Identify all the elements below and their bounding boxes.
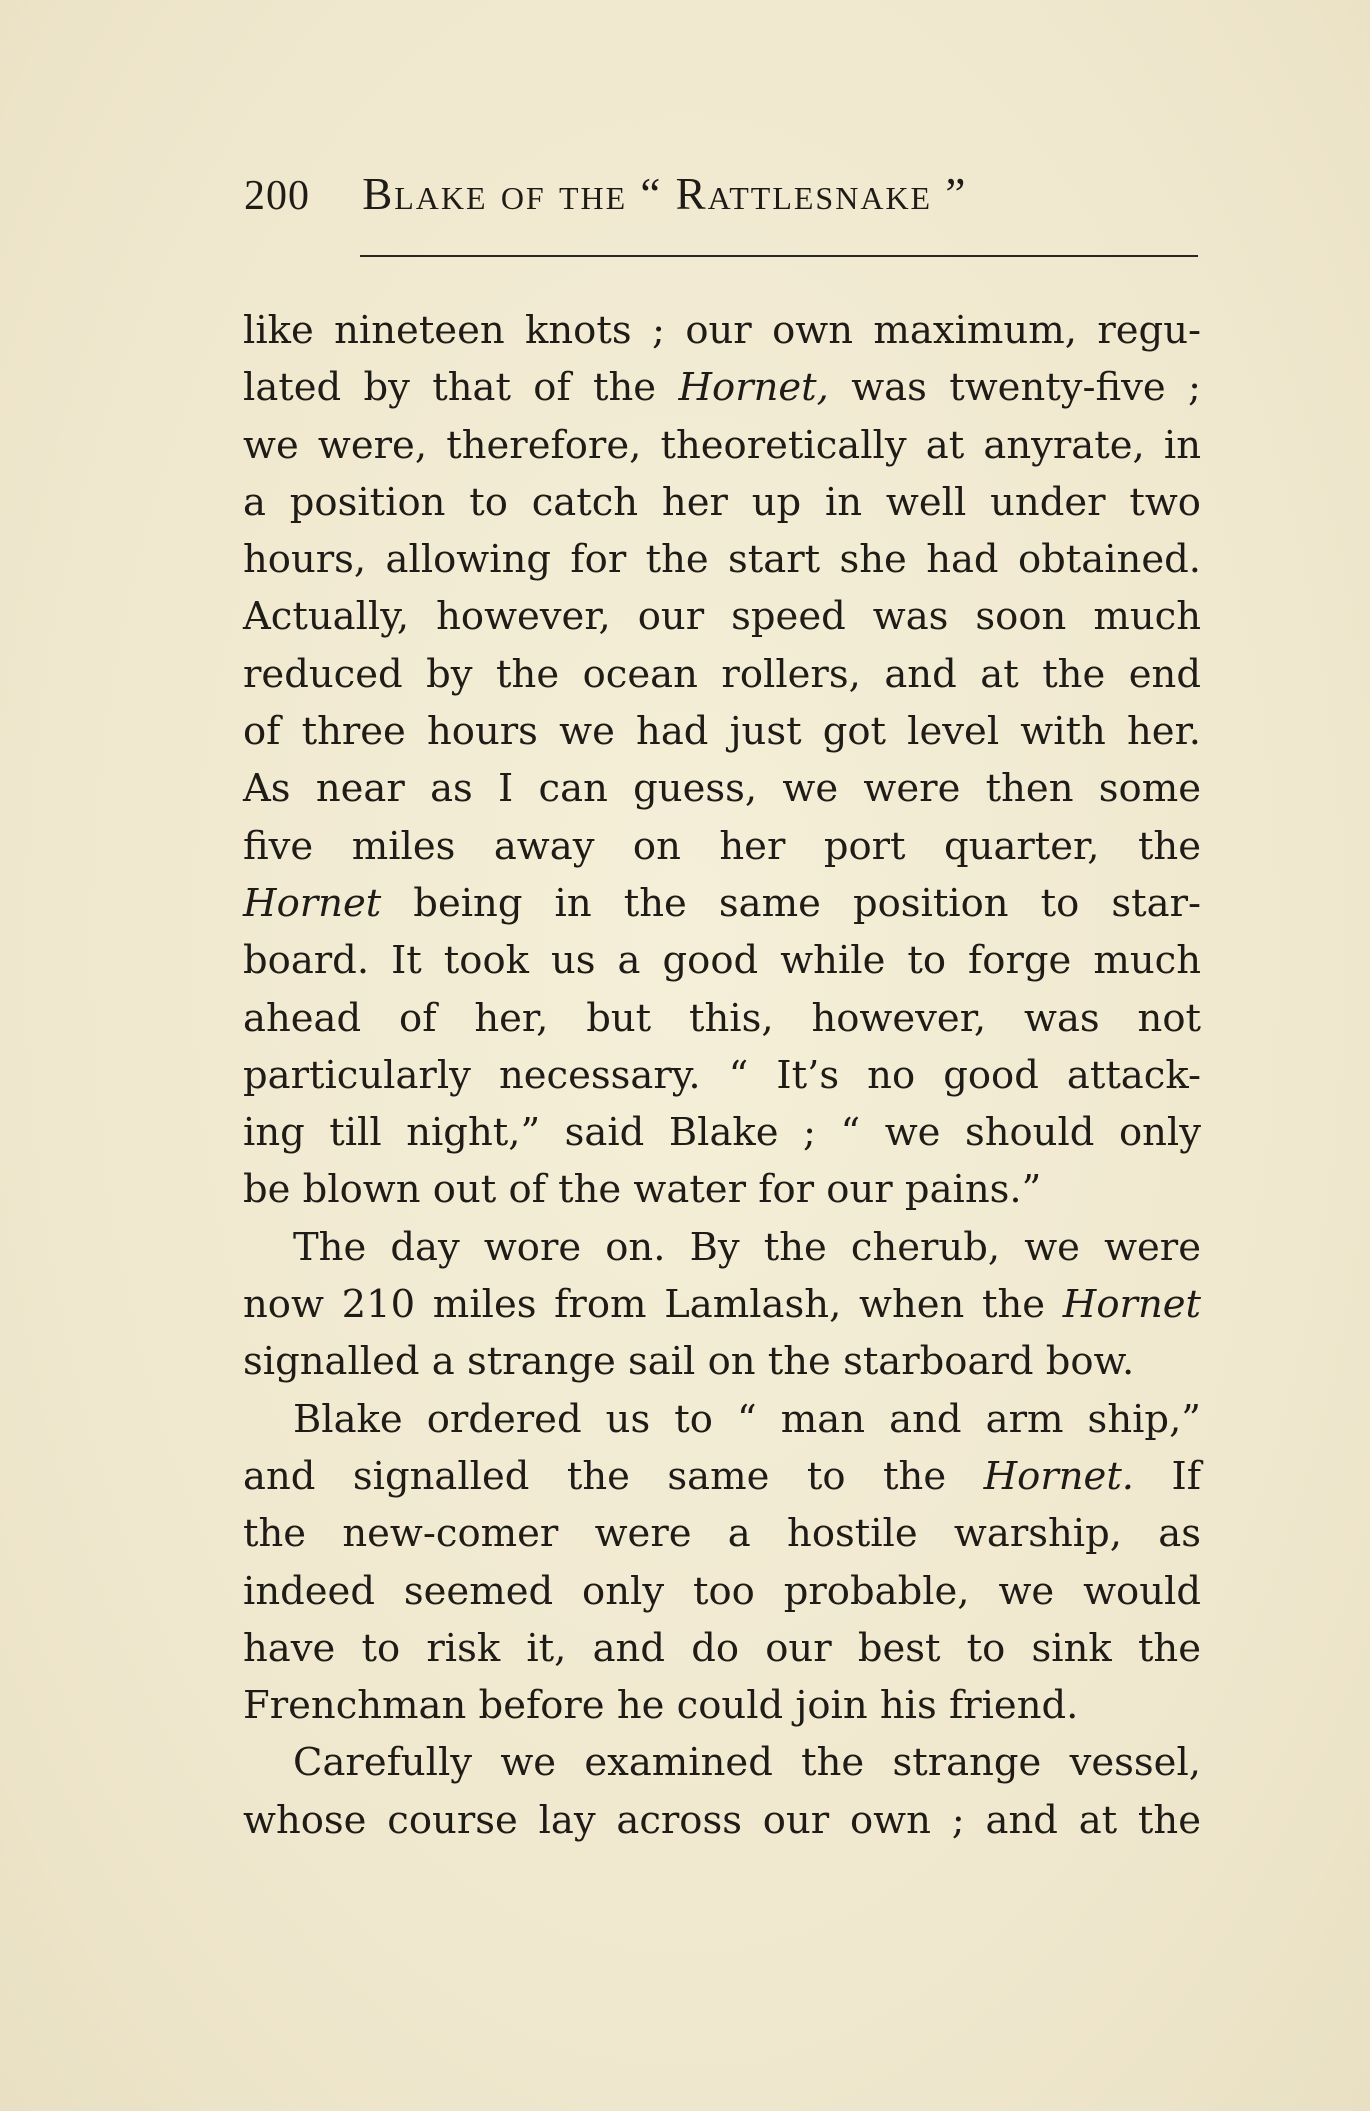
text-line [243,1219,1201,1276]
text-line [243,875,1201,932]
text-line [243,1734,1201,1791]
italic-ship-name: Hornet [243,880,382,926]
text-segment: Actually, however, our speed was soon much [243,594,1201,640]
text-line [243,1161,1201,1218]
text-line [243,302,1201,359]
text-segment: be blown out of the water for our pains.” [243,1167,1042,1213]
text-segment: being in the same position to star- [381,880,1201,926]
text-segment: If [1134,1453,1201,1499]
text-segment: and signalled the same to the [243,1453,984,1499]
text-segment: whose course lay across our own ; and at the [243,1797,1201,1843]
text-segment: now 210 miles from Lamlash, when the [243,1282,1063,1328]
text-segment: five miles away on her port quarter, the [243,823,1201,869]
text-segment: like nineteen knots ; our own maximum, regu- [243,308,1201,353]
text-line [243,531,1201,588]
text-line [243,417,1201,474]
text-line [243,1391,1201,1448]
text-segment: Carefully we examined the strange vessel, [293,1740,1201,1786]
text-segment: ahead of her, but this, however, was not [243,995,1201,1041]
text-line [243,818,1201,875]
text-segment: hours, allowing for the start she had obtained. [243,537,1201,583]
text-line [243,1563,1201,1620]
text-line [243,1448,1201,1505]
running-header [244,168,1204,228]
text-segment: reduced by the ocean rollers, and at the end [243,651,1201,697]
text-segment: have to risk it, and do our best to sink the [243,1625,1201,1671]
text-line [243,1505,1201,1562]
text-segment: the new-comer were a hostile warship, as [243,1511,1201,1557]
text-line [243,1620,1201,1677]
text-line [243,990,1201,1047]
text-line [243,1276,1201,1333]
header-rule [360,255,1198,257]
text-line [243,474,1201,531]
text-segment: The day wore on. By the cherub, we were [293,1224,1201,1270]
page-number: 200 [244,173,310,219]
text-segment: signalled a strange sail on the starboard bow. [243,1339,1135,1385]
text-line [243,1104,1201,1161]
text-segment: ing till night,” said Blake ; “ we should only [243,1110,1201,1156]
text-line [243,359,1201,416]
running-title: Blake of the “ Rattlesnake ” [362,169,968,219]
text-segment: lated by that of the [243,365,679,411]
text-segment: of three hours we had just got level with her. [243,709,1201,755]
text-line [243,932,1201,989]
text-segment: indeed seemed only too probable, we would [243,1568,1201,1614]
text-line [243,1792,1201,1849]
body-text [243,302,1201,1849]
text-line [243,760,1201,817]
text-line [243,1677,1201,1734]
text-segment: As near as I can guess, we were then some [243,766,1201,812]
text-segment: a position to catch her up in well under two [243,479,1201,525]
text-segment: was twenty-five ; [828,365,1201,411]
text-line [243,1047,1201,1104]
italic-ship-name: Hornet [1062,1282,1201,1328]
text-line [243,1333,1201,1390]
text-segment: Blake ordered us to “ man and arm ship,” [293,1396,1201,1442]
italic-ship-name: Hornet. [983,1453,1135,1499]
text-segment: Frenchman before he could join his friend. [243,1683,1079,1729]
text-segment: board. It took us a good while to forge much [243,938,1201,984]
text-line [243,646,1201,703]
text-line [243,703,1201,760]
text-segment: particularly necessary. “ It’s no good attack- [243,1052,1201,1098]
text-segment: we were, therefore, theoretically at anyrate, in [243,422,1201,468]
italic-ship-name: Hornet, [678,365,829,411]
text-line [243,588,1201,645]
